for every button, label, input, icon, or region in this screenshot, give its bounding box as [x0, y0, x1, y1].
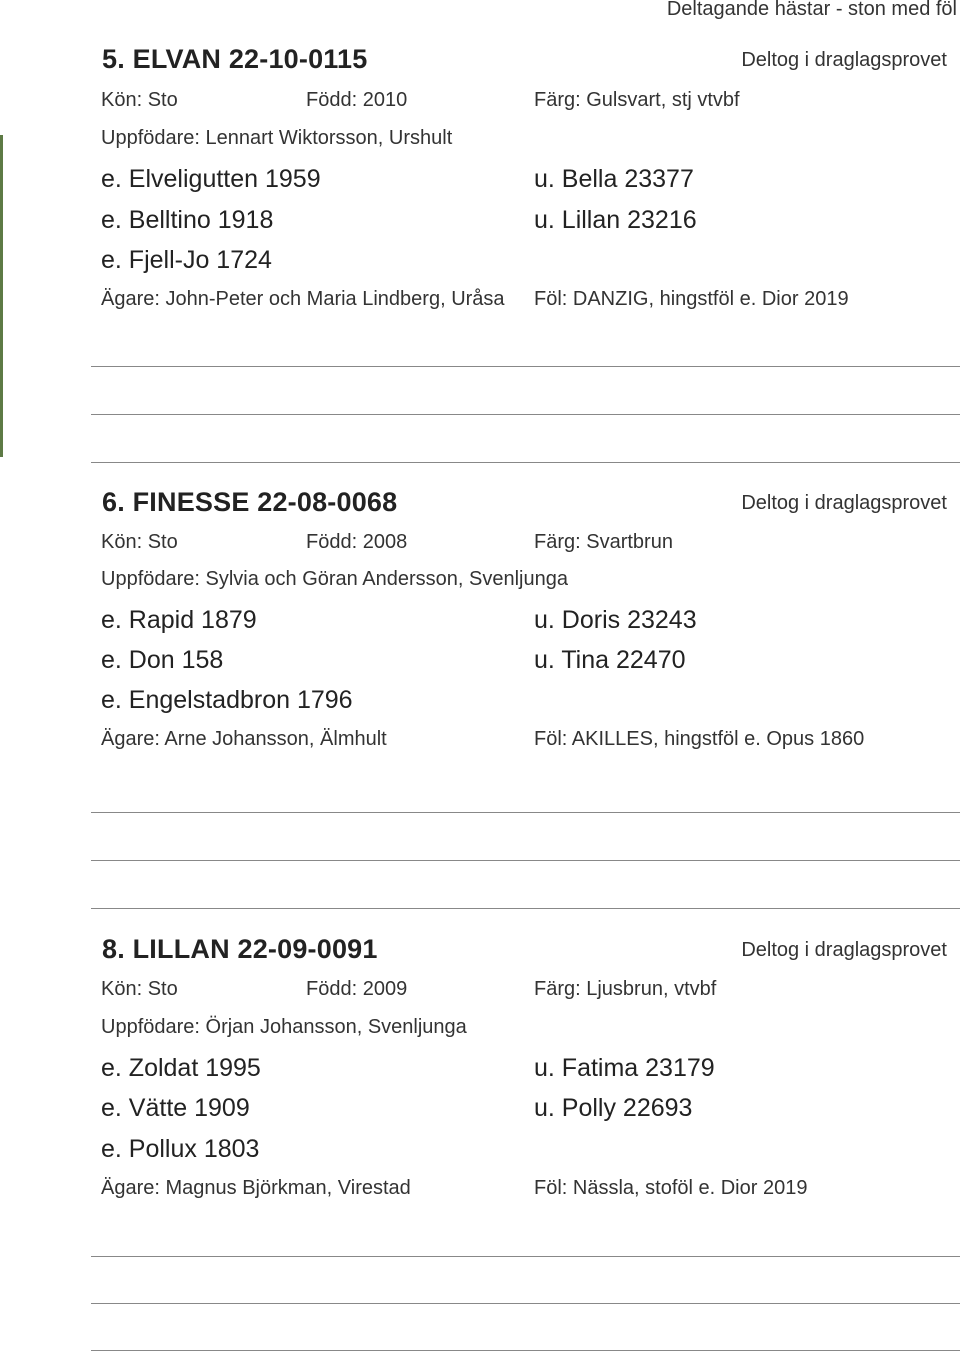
- owner-field: Ägare: Magnus Björkman, Virestad: [101, 1177, 411, 1199]
- sex-field: Kön: Sto: [101, 531, 178, 553]
- sire: e. Zoldat 1995: [101, 1054, 261, 1082]
- dam-sire: e. Vätte 1909: [101, 1094, 250, 1122]
- dam-dam: u. Lillan 23216: [534, 206, 697, 234]
- dam-dam-sire: e. Fjell-Jo 1724: [101, 246, 272, 274]
- foal-field: Föl: DANZIG, hingstföl e. Dior 2019: [534, 288, 849, 310]
- draglag-note: Deltog i draglagsprovet: [741, 939, 947, 961]
- writing-line: [91, 462, 960, 463]
- sire: e. Rapid 1879: [101, 606, 257, 634]
- page-header: Deltagande hästar - ston med föl: [666, 0, 957, 20]
- dam: u. Doris 23243: [534, 606, 697, 634]
- decorative-side-strip: [0, 135, 3, 457]
- breeder-field: Uppfödare: Sylvia och Göran Andersson, Svenljunga: [101, 568, 568, 590]
- horse-entry: [101, 934, 960, 1264]
- horse-entry: [101, 44, 960, 374]
- color-field: Färg: Gulsvart, stj vtvbf: [534, 89, 740, 111]
- writing-line: [91, 414, 960, 415]
- foal-field: Föl: Nässla, stoföl e. Dior 2019: [534, 1177, 808, 1199]
- born-field: Född: 2010: [306, 89, 408, 111]
- dam-dam: u. Tina 22470: [534, 646, 686, 674]
- breeder-field: Uppfödare: Lennart Wiktorsson, Urshult: [101, 127, 453, 149]
- writing-line: [91, 1350, 960, 1351]
- sex-field: Kön: Sto: [101, 89, 178, 111]
- writing-line: [91, 366, 960, 367]
- writing-line: [91, 908, 960, 909]
- foal-field: Föl: AKILLES, hingstföl e. Opus 1860: [534, 728, 865, 750]
- draglag-note: Deltog i draglagsprovet: [741, 492, 947, 514]
- sex-field: Kön: Sto: [101, 978, 178, 1000]
- draglag-note: Deltog i draglagsprovet: [741, 49, 947, 71]
- writing-line: [91, 812, 960, 813]
- dam-dam: u. Polly 22693: [534, 1094, 693, 1122]
- dam-sire: e. Don 158: [101, 646, 224, 674]
- born-field: Född: 2009: [306, 978, 408, 1000]
- writing-line: [91, 1303, 960, 1304]
- writing-line: [91, 1256, 960, 1257]
- owner-field: Ägare: John-Peter och Maria Lindberg, Uråsa: [101, 288, 505, 310]
- dam-dam-sire: e. Pollux 1803: [101, 1135, 260, 1163]
- color-field: Färg: Svartbrun: [534, 531, 673, 553]
- horse-title: 5. ELVAN 22-10-0115: [102, 44, 368, 74]
- horse-title: 6. FINESSE 22-08-0068: [102, 487, 398, 517]
- dam-dam-sire: e. Engelstadbron 1796: [101, 686, 353, 714]
- horse-entry: [101, 487, 960, 817]
- dam: u. Fatima 23179: [534, 1054, 715, 1082]
- dam: u. Bella 23377: [534, 165, 694, 193]
- writing-line: [91, 860, 960, 861]
- horse-title: 8. LILLAN 22-09-0091: [102, 934, 378, 964]
- sire: e. Elveligutten 1959: [101, 165, 321, 193]
- owner-field: Ägare: Arne Johansson, Älmhult: [101, 728, 387, 750]
- born-field: Född: 2008: [306, 531, 408, 553]
- dam-sire: e. Belltino 1918: [101, 206, 274, 234]
- breeder-field: Uppfödare: Örjan Johansson, Svenljunga: [101, 1016, 467, 1038]
- color-field: Färg: Ljusbrun, vtvbf: [534, 978, 717, 1000]
